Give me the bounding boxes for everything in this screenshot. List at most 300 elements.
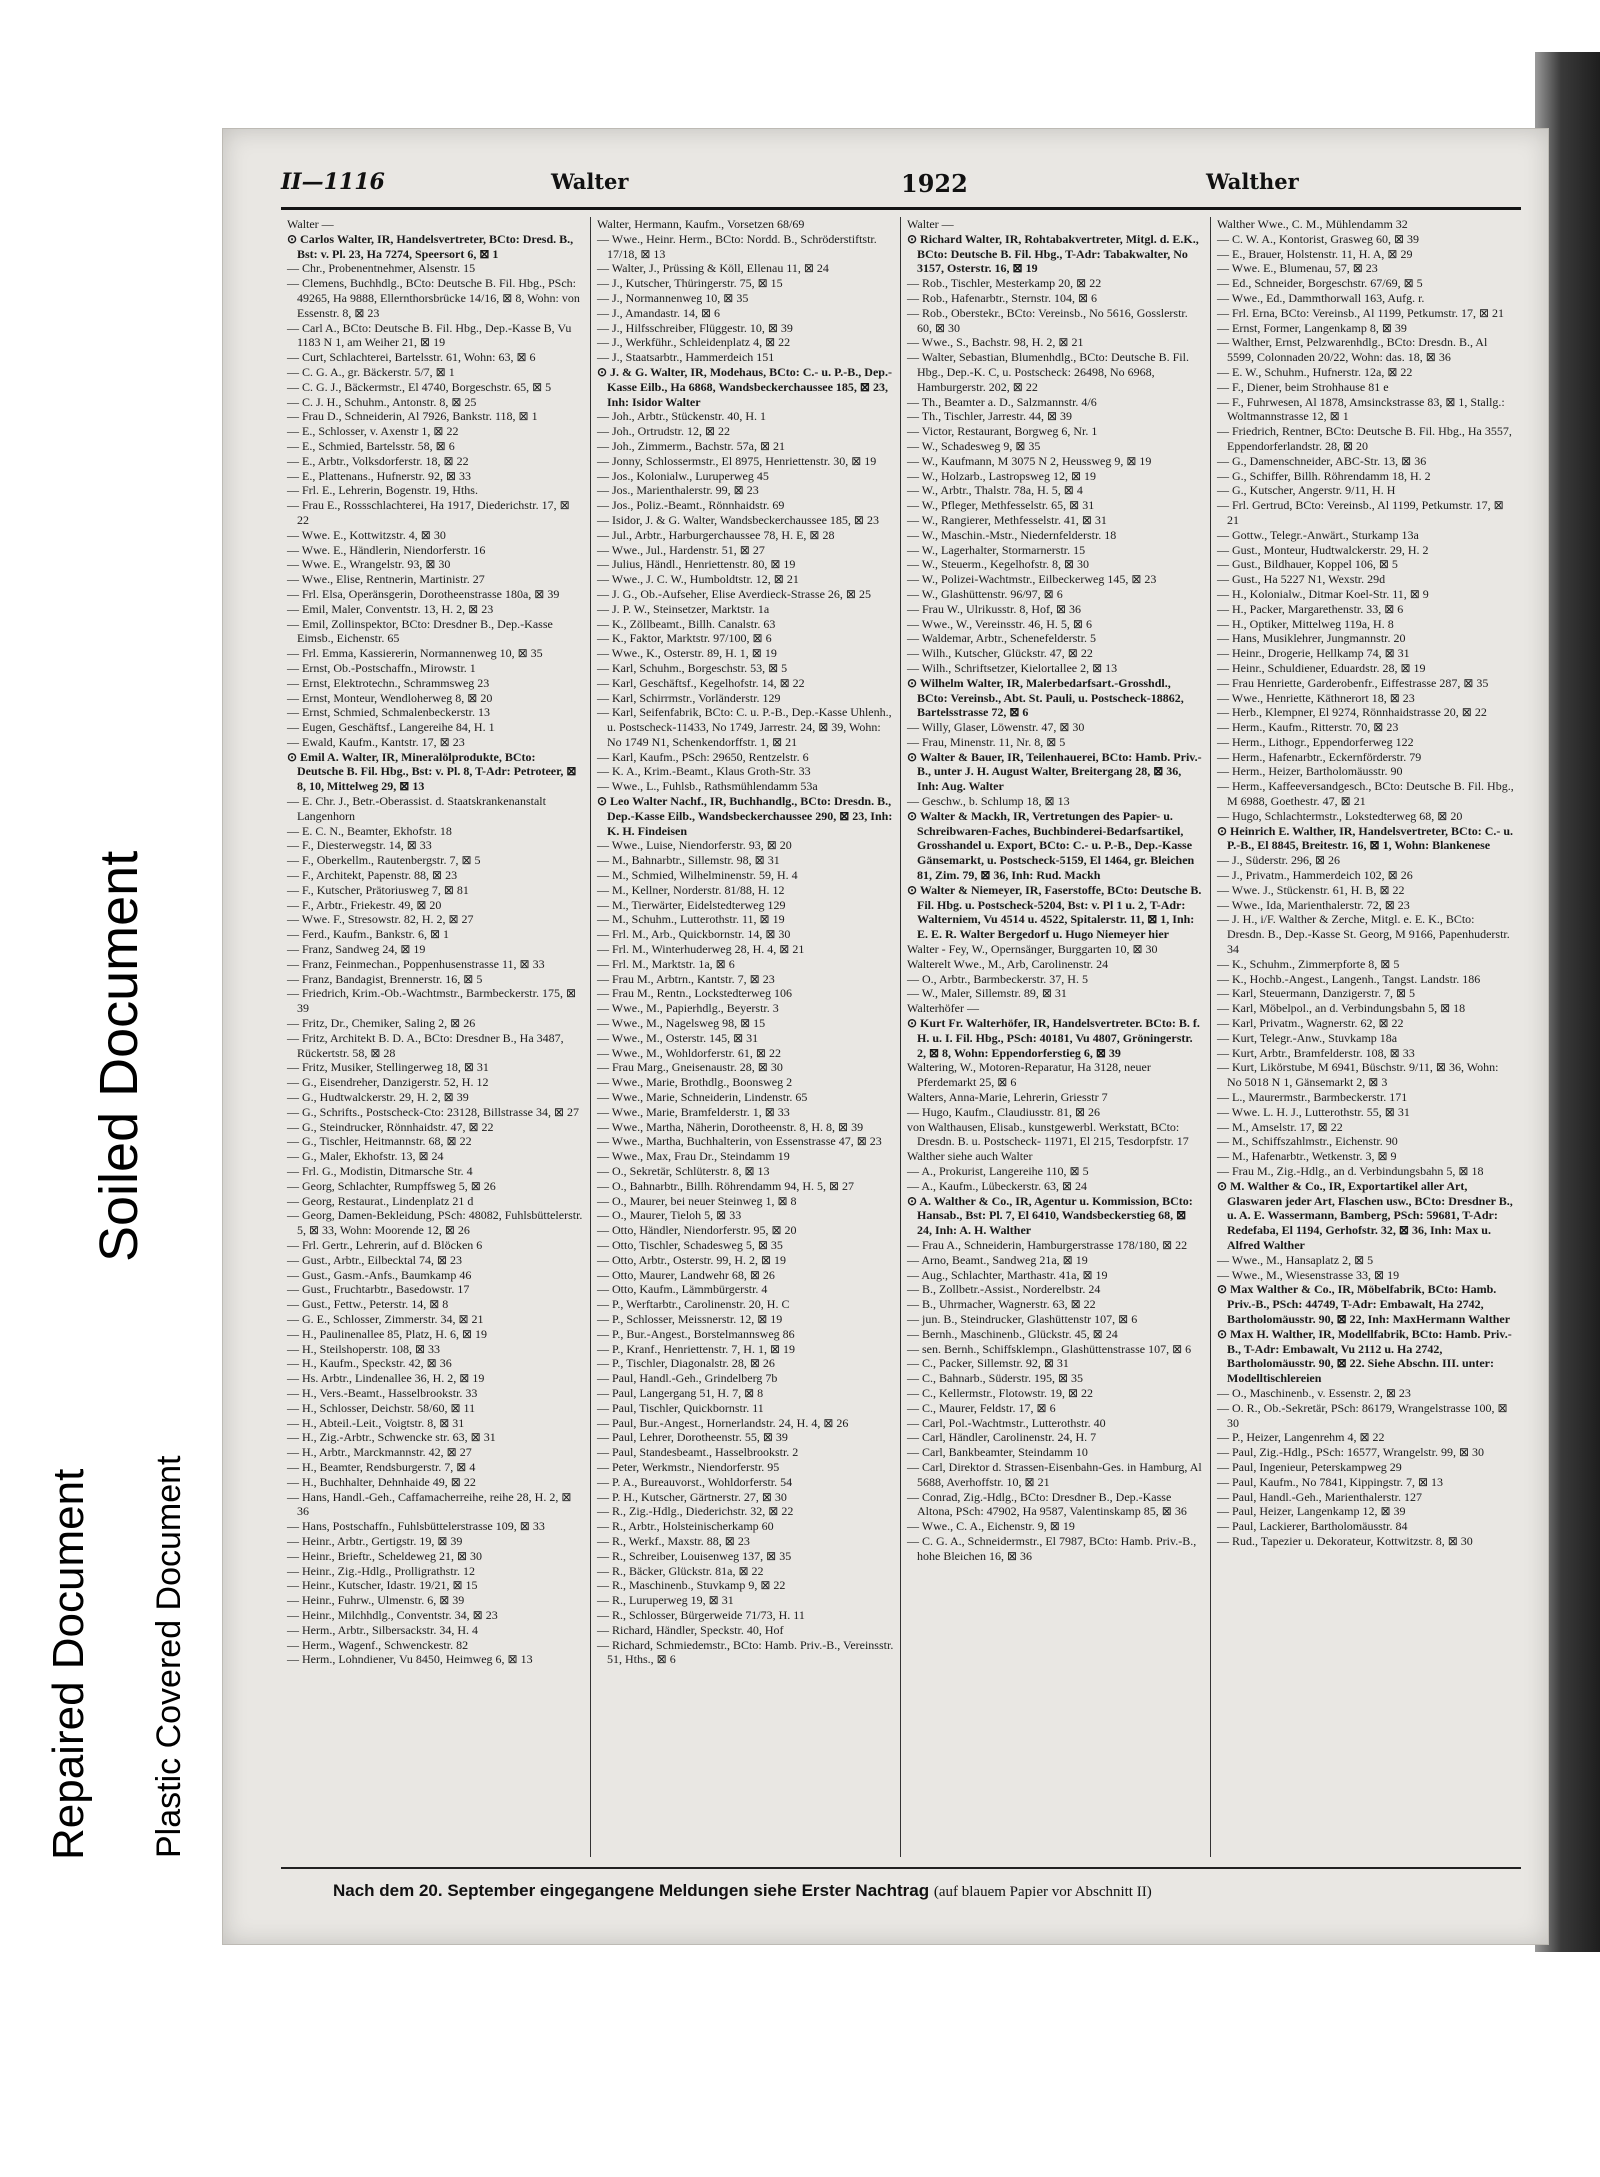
directory-entry: — Gust., Arbtr., Eilbecktal 74, ⊠ 23 <box>287 1252 463 1267</box>
directory-entry: — W., Schadesweg 9, ⊠ 35 <box>907 438 1041 453</box>
directory-entry: — Franz, Bandagist, Brennerstr. 16, ⊠ 5 <box>287 971 483 986</box>
directory-entry: — M., Schiffszahlmstr., Eichenstr. 90 <box>1217 1134 1398 1149</box>
directory-entry: — H., Schlosser, Deichstr. 58/60, ⊠ 11 <box>287 1400 476 1415</box>
directory-entry: — Paul, Handl.-Geh., Grindelberg 7b <box>597 1371 778 1386</box>
directory-entry: — Frau Henriette, Garderobenfr., Eiffestrasse 287, ⊠ 35 <box>1217 675 1489 690</box>
directory-entry: — W., Arbtr., Thalstr. 78a, H. 5, ⊠ 4 <box>907 483 1083 498</box>
directory-entry: — Herm., Kaffeeversandgesch., BCto: Deutsche B. Fil. Hbg., M 6988, Goethestr. 47, ⊠ 21 <box>1217 779 1514 809</box>
directory-entry: — Frl. Elsa, Operänsgerin, Dorotheenstrasse 180a, ⊠ 39 <box>287 586 560 601</box>
directory-entry: — Heinr., Schuldiener, Eduardstr. 28, ⊠ 19 <box>1217 660 1426 675</box>
directory-entry: — O. R., Ob.-Sekretär, PSch: 86179, Wrangelstrasse 100, ⊠ 30 <box>1217 1400 1508 1430</box>
directory-entry: — R., Werkf., Maxstr. 88, ⊠ 23 <box>597 1533 750 1548</box>
column-2 <box>591 217 901 1857</box>
directory-entry: — H., Zig.-Arbtr., Schwencke str. 63, ⊠ 31 <box>287 1430 496 1445</box>
directory-entry: Walther Wwe., C. M., Mühlendamm 32 <box>1217 217 1408 231</box>
directory-entry: — Heinr., Drogerie, Hellkamp 74, ⊠ 31 <box>1217 646 1410 661</box>
directory-entry: — Clemens, Buchhdlg., BCto: Deutsche B. Fil. Hbg., PSch: 49265, Ha 9888, Ellernthorsbrücke 14/16, ⊠ 8, Wohn: von Essenstr. 8, ⊠ 23 <box>287 276 580 320</box>
directory-entry: — Georg, Damen-Bekleidung, PSch: 48082, Fuhlsbüttelerstr. 5, ⊠ 33, Wohn: Moorende 12, ⊠ 26 <box>287 1208 583 1238</box>
directory-entry: — Ernst, Elektrotechn., Schrammsweg 23 <box>287 675 490 690</box>
directory-entry: — Herm., Lithogr., Eppendorferweg 122 <box>1217 734 1414 749</box>
directory-entry: — Rob., Hafenarbtr., Sternstr. 104, ⊠ 6 <box>907 290 1098 305</box>
directory-entry: — W., Polizei-Wachtmstr., Eilbeckerweg 145, ⊠ 23 <box>907 572 1157 587</box>
directory-entry: — Willy, Glaser, Löwenstr. 47, ⊠ 30 <box>907 720 1085 735</box>
column-1 <box>281 217 591 1857</box>
directory-entry: — Paul, Zig.-Hdlg., PSch: 16577, Wrangelstr. 99, ⊠ 30 <box>1217 1445 1485 1460</box>
directory-entry: — O., Maschinenb., v. Essenstr. 2, ⊠ 23 <box>1217 1385 1411 1400</box>
directory-entry: — Karl, Seifenfabrik, BCto: C. u. P.-B., Dep.-Kasse Uhlenh., u. Postscheck-11433, No 1749, Jarrestr. 24, ⊠ 39, Wohn: No 1749 N1, Schenkendorffstr. 1, ⊠ 21 <box>597 705 892 749</box>
directory-entry: — C., Kellermstr., Flotowstr. 19, ⊠ 22 <box>907 1385 1094 1400</box>
directory-entry: — R., Bäcker, Glückstr. 81a, ⊠ 22 <box>597 1563 764 1578</box>
directory-entry: — Hans, Handl.-Geh., Caffamacherreihe, reihe 28, H. 2, ⊠ 36 <box>287 1489 572 1519</box>
directory-entry: — Herm., Wagenf., Schwenckestr. 82 <box>287 1637 469 1652</box>
repaired-document-label: Repaired Document <box>44 1468 93 1860</box>
directory-entry: — Th., Beamter a. D., Salzmannstr. 4/6 <box>907 394 1097 409</box>
directory-entry: — C., Bahnarb., Süderstr. 195, ⊠ 35 <box>907 1371 1084 1386</box>
directory-entry: — Paul, Kaufm., No 7841, Kippingstr. 7, ⊠ 13 <box>1217 1474 1444 1489</box>
directory-entry: — Karl, Kaufm., PSch: 29650, Rentzelstr. 6 <box>597 749 809 764</box>
directory-entry: — Wwe. E., Wrangelstr. 93, ⊠ 30 <box>287 557 451 572</box>
directory-entry: — F., Kutscher, Prätoriusweg 7, ⊠ 81 <box>287 882 469 897</box>
directory-entry: — Heinr., Fuhrw., Ulmenstr. 6, ⊠ 39 <box>287 1593 465 1608</box>
directory-entry: — G., Hudtwalckerstr. 29, H. 2, ⊠ 39 <box>287 1090 469 1105</box>
directory-entry: ⊙ Walter & Mackh, IR, Vertretungen des Papier- u. Schreibwaren-Faches, Buchbinderei-Bedarfsartikel, Grosshandel u. Export, BCto: C.- u. P.-B., Dep.-Kasse Gänsemarkt, u. Postscheck-5159, El 1464, gr. Bleichen 81, Zim. 79, ⊠ 36, Inh: Rud. Mackh <box>907 808 1195 883</box>
directory-entry: — Gust., Fruchtarbtr., Basedowstr. 17 <box>287 1282 470 1297</box>
directory-entry: — Frl. M., Arb., Quickbornstr. 14, ⊠ 30 <box>597 927 791 942</box>
directory-entry: — W., Kaufmann, M 3075 N 2, Heussweg 9, ⊠ 19 <box>907 453 1152 468</box>
directory-entry: ⊙ Kurt Fr. Walterhöfer, IR, Handelsvertreter. BCto: B. f. H. u. I. Fil. Hbg., PSch: 40181, Vu 4807, Gröningerstr. 2, ⊠ 8, Wohn: Eppendorferstieg 6, ⊠ 39 <box>907 1016 1200 1060</box>
directory-entry: — Heinr., Zig.-Hdlg., Prolligrathstr. 12 <box>287 1563 475 1578</box>
directory-entry: Walterhöfer — <box>907 1001 979 1016</box>
directory-entry: — Carl, Pol.-Wachtmstr., Lutterothstr. 40 <box>907 1415 1106 1430</box>
directory-entry: — Carl, Direktor d. Strassen-Eisenbahn-Ges. in Hamburg, Al 5688, Averhoffstr. 10, ⊠ 21 <box>907 1459 1202 1489</box>
directory-entry: — Peter, Werkmstr., Niendorferstr. 95 <box>597 1459 780 1474</box>
directory-entry: — Ewald, Kaufm., Kantstr. 17, ⊠ 23 <box>287 734 465 749</box>
directory-entry: — Otto, Kaufm., Lämmbürgerstr. 4 <box>597 1282 768 1297</box>
directory-entry: — P., Werftarbtr., Carolinenstr. 20, H. C <box>597 1297 790 1312</box>
directory-entry: — Jos., Poliz.-Beamt., Rönnhaidstr. 69 <box>597 498 785 513</box>
directory-entry: — Karl, Schuhm., Borgeschstr. 53, ⊠ 5 <box>597 660 788 675</box>
directory-entry: — Ernst, Schmied, Schmalenbeckerstr. 13 <box>287 705 490 720</box>
directory-entry: — Ed., Schneider, Borgeschstr. 67/69, ⊠ 5 <box>1217 276 1423 291</box>
directory-entry: — Wwe. E., Blumenau, 57, ⊠ 23 <box>1217 261 1378 276</box>
directory-entry: — Gust., Fettw., Peterstr. 14, ⊠ 8 <box>287 1297 449 1312</box>
directory-entry: — Ferd., Kaufm., Bankstr. 6, ⊠ 1 <box>287 927 450 942</box>
directory-entry: — Wwe., Marie, Schneiderin, Lindenstr. 65 <box>597 1090 808 1105</box>
directory-entry: — Wwe., S., Bachstr. 98, H. 2, ⊠ 21 <box>907 335 1084 350</box>
directory-entry: — M., Kellner, Norderstr. 81/88, H. 12 <box>597 882 785 897</box>
directory-entry: — Heinr., Milchhdlg., Conventstr. 34, ⊠ 23 <box>287 1607 498 1622</box>
directory-entry: — Frau M., Arbtrn., Kantstr. 7, ⊠ 23 <box>597 971 775 986</box>
column-4 <box>1211 217 1521 1857</box>
page-header <box>281 165 1519 205</box>
directory-entry: — F., Diesterwegstr. 14, ⊠ 33 <box>287 838 432 853</box>
directory-entry: — G., Tischler, Heitmannstr. 68, ⊠ 22 <box>287 1134 472 1149</box>
directory-entry: Walter — <box>287 217 334 231</box>
directory-entry: — H., Optiker, Mittelweg 119a, H. 8 <box>1217 616 1394 631</box>
directory-entry: — Carl A., BCto: Deutsche B. Fil. Hbg., Dep.-Kasse B, Vu 1183 N 1, am Weiher 21, ⊠ 19 <box>287 320 572 350</box>
directory-entry: ⊙ J. & G. Walter, IR, Modehaus, BCto: C.- u. P.-B., Dep.-Kasse Eilb., Ha 6868, Wandsbeckerchaussee 185, ⊠ 23, Inh: Isidor Walter <box>597 364 892 409</box>
directory-entry: — Carl, Händler, Carolinenstr. 24, H. 7 <box>907 1430 1097 1445</box>
directory-entry: — Wwe. E., Kottwitzstr. 4, ⊠ 30 <box>287 527 446 542</box>
column-3 <box>901 217 1211 1857</box>
directory-entry: — K., Hochb.-Angest., Langenh., Tangst. Landstr. 186 <box>1217 971 1481 986</box>
directory-entry: — Frl. Gertr., Lehrerin, auf d. Blöcken 6 <box>287 1237 483 1252</box>
directory-entry: — P., Kranf., Henriettenstr. 7, H. 1, ⊠ 19 <box>597 1341 796 1356</box>
directory-entry: Waltering, W., Motoren-Reparatur, Ha 3128, neuer Pferdemarkt 25, ⊠ 6 <box>907 1060 1151 1090</box>
directory-entry: — Karl, Geschäftsf., Kegelhofstr. 14, ⊠ 22 <box>597 675 805 690</box>
directory-entry: — Herm., Kaufm., Ritterstr. 70, ⊠ 23 <box>1217 720 1399 735</box>
directory-entry: — Richard, Händler, Speckstr. 40, Hof <box>597 1622 784 1637</box>
directory-entry: — P., Bur.-Angest., Borstelmannsweg 86 <box>597 1326 795 1341</box>
directory-entry: — E., Schmied, Bartelsstr. 58, ⊠ 6 <box>287 438 455 453</box>
header-keyword-right: Walther <box>1206 169 1299 194</box>
directory-entry: — R., Schreiber, Louisenweg 137, ⊠ 35 <box>597 1548 792 1563</box>
directory-entry: — Joh., Ortrudstr. 12, ⊠ 22 <box>597 424 731 439</box>
directory-entry: — J., Amandastr. 14, ⊠ 6 <box>597 305 721 320</box>
directory-entry: — Gust., Bildhauer, Koppel 106, ⊠ 5 <box>1217 557 1398 572</box>
directory-entry: — O., Bahnarbtr., Billh. Röhrendamm 94, H. 5, ⊠ 27 <box>597 1178 855 1193</box>
directory-entry: — Rud., Tapezier u. Dekorateur, Kottwitzstr. 8, ⊠ 30 <box>1217 1533 1473 1548</box>
directory-entry: — Frl. M., Winterhuderweg 28, H. 4, ⊠ 21 <box>597 942 805 957</box>
directory-entry: — Ernst, Former, Langenkamp 8, ⊠ 39 <box>1217 320 1407 335</box>
directory-entry: — M., Tierwärter, Eidelstedterweg 129 <box>597 897 786 912</box>
directory-entry: — J., Staatsarbtr., Hammerdeich 151 <box>597 350 775 365</box>
directory-entry: — Aug., Schlachter, Marthastr. 41a, ⊠ 19 <box>907 1267 1108 1282</box>
directory-entry: — P., Tischler, Diagonalstr. 28, ⊠ 26 <box>597 1356 775 1371</box>
directory-entry: — M., Schuhm., Lutterothstr. 11, ⊠ 19 <box>597 912 785 927</box>
directory-entry: — Fritz, Musiker, Stellingerweg 18, ⊠ 31 <box>287 1060 489 1075</box>
directory-entry: — Walther, Ernst, Pelzwarenhdlg., BCto: Dresdn. B., Al 5599, Colonnaden 20/22, Wohn: das. 18, ⊠ 36 <box>1217 335 1488 365</box>
directory-entry: — Heinr., Arbtr., Gertigstr. 19, ⊠ 39 <box>287 1533 463 1548</box>
footer-parenthetical: (auf blauem Papier vor Abschnitt II) <box>933 1884 1152 1900</box>
directory-entry: — O., Sekretär, Schlüterstr. 8, ⊠ 13 <box>597 1164 770 1178</box>
directory-entry: — H., Paulinenallee 85, Platz, H. 6, ⊠ 19 <box>287 1326 488 1341</box>
directory-entry: — Carl, Bankbeamter, Steindamm 10 <box>907 1445 1088 1460</box>
directory-entry: — Wwe., Ida, Marienthalerstr. 72, ⊠ 23 <box>1217 897 1410 912</box>
directory-entry: — Jul., Arbtr., Harburgerchaussee 78, H. E, ⊠ 28 <box>597 527 835 542</box>
directory-entry: — J. G., Ob.-Aufseher, Elise Averdieck-Strasse 26, ⊠ 25 <box>597 586 871 601</box>
directory-entry: — B., Uhrmacher, Wagnerstr. 63, ⊠ 22 <box>907 1297 1096 1312</box>
directory-entry: — Otto, Händler, Niendorferstr. 95, ⊠ 20 <box>597 1223 797 1238</box>
directory-entry: ⊙ Walter & Niemeyer, IR, Faserstoffe, BCto: Deutsche B. Fil. Hbg. u. Postscheck-5204, Bst: v. Pl 1 u. 2, T-Adr: Walterniem, Vu 4514 u. 4522, Spitalerstr. 11, ⊠ 1, Inh: E. E. R. Walter Bergedorf u. Hugo Niemeyer hier <box>907 882 1202 942</box>
directory-entry: — Karl, Möbelpol., an d. Verbindungsbahn 5, ⊠ 18 <box>1217 1001 1466 1016</box>
directory-entry: — Emil, Maler, Conventstr. 13, H. 2, ⊠ 23 <box>287 601 494 616</box>
directory-entry: — Frl. Emma, Kassiererin, Normannenweg 10, ⊠ 35 <box>287 646 543 661</box>
header-year: 1922 <box>901 169 968 198</box>
directory-entry: — G. E., Schlosser, Zimmerstr. 34, ⊠ 21 <box>287 1311 484 1326</box>
directory-entry: — Walter, Sebastian, Blumenhdlg., BCto: Deutsche B. Fil. Hbg., Dep.-K. C, u. Postscheck: 26498, No 6968, Hamburgerstr. 202, ⊠ 22 <box>907 350 1189 394</box>
directory-entry: — Frau D., Schneiderin, Al 7926, Bankstr. 118, ⊠ 1 <box>287 409 538 424</box>
directory-entry: — O., Maurer, Tieloh 5, ⊠ 33 <box>597 1208 742 1223</box>
directory-entry: — Hugo, Schlachtermstr., Lokstedterweg 68, ⊠ 20 <box>1217 808 1463 823</box>
directory-entry: — H., Kolonialw., Ditmar Koel-Str. 11, ⊠ 9 <box>1217 586 1429 601</box>
directory-entry: — C. J. H., Schuhm., Antonstr. 8, ⊠ 25 <box>287 394 477 409</box>
directory-entry: — G., Steindrucker, Rönnhaidstr. 47, ⊠ 22 <box>287 1119 494 1134</box>
directory-entry: — K., Zöllbeamt., Billh. Canalstr. 63 <box>597 616 776 631</box>
directory-entry: — Arno, Beamt., Sandweg 21a, ⊠ 19 <box>907 1252 1088 1267</box>
directory-entry: — F., Arbtr., Friekestr. 49, ⊠ 20 <box>287 897 442 912</box>
directory-entry: — Frau, Minenstr. 11, Nr. 8, ⊠ 5 <box>907 734 1066 749</box>
directory-entry: — Th., Tischler, Jarrestr. 44, ⊠ 39 <box>907 409 1073 424</box>
directory-entry: — M., Amselstr. 17, ⊠ 22 <box>1217 1119 1343 1134</box>
directory-entry: — O., Maurer, bei neuer Steinweg 1, ⊠ 8 <box>597 1193 797 1208</box>
directory-entry: — R., Maschinenb., Stuvkamp 9, ⊠ 22 <box>597 1578 786 1593</box>
directory-entry: — Eugen, Geschäftsf., Langereihe 84, H. 1 <box>287 720 495 735</box>
directory-entry: — Paul, Ingenieur, Peterskampweg 29 <box>1217 1459 1402 1474</box>
directory-entry: — P., Heizer, Langenrehm 4, ⊠ 22 <box>1217 1430 1385 1445</box>
directory-entry: — J., Kutscher, Thüringerstr. 75, ⊠ 15 <box>597 276 783 291</box>
directory-entry: — K., Faktor, Marktstr. 97/100, ⊠ 6 <box>597 631 772 646</box>
directory-entry: — C. G. A., Schneidermstr., El 7987, BCto: Hamb. Priv.-B., hohe Bleichen 16, ⊠ 36 <box>907 1533 1197 1563</box>
directory-entry: — Richard, Schmiedemstr., BCto: Hamb. Priv.-B., Vereinsstr. 51, Hths., ⊠ 6 <box>597 1637 894 1667</box>
directory-entry: — Paul, Lackierer, Bartholomäusstr. 84 <box>1217 1519 1408 1534</box>
directory-page <box>222 128 1549 1945</box>
directory-entry: Walters, Anna-Marie, Lehrerin, Griesstr 7 <box>907 1090 1108 1105</box>
directory-entry: — E., Brauer, Holstenstr. 11, H. A, ⊠ 29 <box>1217 246 1413 261</box>
directory-entry: — Gust., Ha 5227 N1, Wexstr. 29d <box>1217 572 1386 587</box>
directory-entry: — Kurt, Telegr.-Anw., Stuvkamp 18a <box>1217 1030 1398 1045</box>
directory-entry: — Jos., Marienthalerstr. 99, ⊠ 23 <box>597 483 759 498</box>
directory-entry: — Hans, Postschaffn., Fuhlsbüttelerstrasse 109, ⊠ 33 <box>287 1519 545 1534</box>
directory-entry: — Wwe., Marie, Bramfelderstr. 1, ⊠ 33 <box>597 1104 790 1119</box>
directory-entry: — sen. Bernh., Schiffsklempn., Glashüttenstrasse 107, ⊠ 6 <box>907 1341 1192 1356</box>
directory-entry: — Georg, Schlachter, Rumpffsweg 5, ⊠ 26 <box>287 1178 496 1193</box>
directory-entry: — H., Kaufm., Speckstr. 42, ⊠ 36 <box>287 1356 452 1371</box>
directory-entry: ⊙ Walter & Bauer, IR, Teilenhauerei, BCto: Hamb. Priv.-B., unter J. H. August Walter, Breitergang 28, ⊠ 36, Inh: Aug. Walter <box>907 749 1202 794</box>
directory-entry: — Heinr., Kutscher, Idastr. 19/21, ⊠ 15 <box>287 1578 478 1593</box>
directory-entry: — Herm., Heizer, Bartholomäusstr. 90 <box>1217 764 1403 779</box>
directory-entry: ⊙ A. Walther & Co., IR, Agentur u. Kommission, BCto: Hansab., Bst: Pl. 7, El 6410, Wandsbeckerstieg 68, ⊠ 24, Inh: A. H. Walther <box>907 1193 1193 1238</box>
directory-entry: — R., Schlosser, Bürgerweide 71/73, H. 11 <box>597 1607 805 1622</box>
directory-entry: — Ernst, Monteur, Wendloherweg 8, ⊠ 20 <box>287 690 493 705</box>
directory-entry: — W., Pfleger, Methfesselstr. 65, ⊠ 31 <box>907 498 1095 513</box>
directory-entry: — F., Diener, beim Strohhause 81 e <box>1217 379 1389 394</box>
directory-entry: — Wilh., Kutscher, Glückstr. 47, ⊠ 22 <box>907 646 1093 661</box>
directory-entry: — M., Schmied, Wilhelminenstr. 59, H. 4 <box>597 868 798 883</box>
footer-note <box>333 1881 1152 1901</box>
directory-entry: — Wwe. F., Stresowstr. 82, H. 2, ⊠ 27 <box>287 912 474 927</box>
directory-entry: — J., Privatm., Hammerdeich 102, ⊠ 26 <box>1217 868 1413 883</box>
directory-entry: — Ernst, Ob.-Postschaffn., Mirowstr. 1 <box>287 660 476 675</box>
directory-entry: — Wwe., Jul., Hardenstr. 51, ⊠ 27 <box>597 542 765 557</box>
directory-entry: — E. Chr. J., Betr.-Oberassist. d. Staatskrankenanstalt Langenhorn <box>287 794 546 823</box>
directory-entry: ⊙ Carlos Walter, IR, Handelsvertreter, BCto: Dresd. B., Bst: v. Pl. 23, Ha 7274, Speersort 6, ⊠ 1 <box>287 231 574 261</box>
directory-entry: — P. H., Kutscher, Gärtnerstr. 27, ⊠ 30 <box>597 1489 787 1504</box>
directory-entry: — Frl. Erna, BCto: Vereinsb., Al 1199, Petkumstr. 17, ⊠ 21 <box>1217 305 1505 320</box>
directory-entry: — G., Eisendreher, Danzigerstr. 52, H. 12 <box>287 1075 489 1090</box>
directory-entry: — Frl. M., Marktstr. 1a, ⊠ 6 <box>597 956 735 971</box>
header-rule <box>281 207 1521 210</box>
directory-entry: — Gottw., Telegr.-Anwärt., Sturkamp 13a <box>1217 527 1419 542</box>
directory-entry: — Victor, Restaurant, Borgweg 6, Nr. 1 <box>907 424 1098 439</box>
directory-entry: — J., Werkführ., Schleidenplatz 4, ⊠ 22 <box>597 335 791 350</box>
directory-entry: — Herm., Lohndiener, Vu 8450, Heimweg 6, ⊠ 13 <box>287 1652 533 1667</box>
directory-entry: — Wwe., Marie, Brothdlg., Boonsweg 2 <box>597 1075 793 1090</box>
directory-entry: — Wwe. J., Stückenstr. 61, H. B, ⊠ 22 <box>1217 882 1405 897</box>
directory-entry: — Wwe., Max, Frau Dr., Steindamm 19 <box>597 1149 790 1164</box>
directory-entry: — Wwe., M., Hansaplatz 2, ⊠ 5 <box>1217 1252 1374 1267</box>
directory-entry: — Friedrich, Krim.-Ob.-Wachtmstr., Barmbeckerstr. 175, ⊠ 39 <box>287 986 577 1016</box>
directory-entry: — Isidor, J. & G. Walter, Wandsbeckerchaussee 185, ⊠ 23 <box>597 512 879 527</box>
directory-entry: — Frau M., Zig.-Hdlg., an d. Verbindungsbahn 5, ⊠ 18 <box>1217 1164 1484 1178</box>
directory-entry: — Georg, Restaurat., Lindenplatz 21 d <box>287 1193 474 1208</box>
directory-entry: — Wwe., M., Osterstr. 145, ⊠ 31 <box>597 1030 759 1045</box>
directory-entry: — Wwe., W., Vereinsstr. 46, H. 5, ⊠ 6 <box>907 616 1092 631</box>
directory-entry: von Walthausen, Elisab., kunstgewerbl. Werkstatt, BCto: Dresdn. B. u. Postscheck- 11971, El 215, Tesdorpfstr. 17 <box>907 1119 1189 1149</box>
directory-entry: ⊙ Max H. Walther, IR, Modellfabrik, BCto: Hamb. Priv.-B., T-Adr: Embawalt, Vu 2112 u. Ha 2742, Bartholomäusstr. 90, ⊠ 22. Siehe Abschn. III. unter: Modelltischlereien <box>1217 1326 1512 1386</box>
directory-entry: — Karl, Privatm., Wagnerstr. 62, ⊠ 22 <box>1217 1016 1404 1031</box>
directory-entry: Walter, Hermann, Kaufm., Vorsetzen 68/69 <box>597 217 805 231</box>
directory-entry: Walther siehe auch Walter <box>907 1149 1033 1164</box>
directory-entry: — Kurt, Likörstube, M 6941, Büschstr. 9/11, ⊠ 36, Wohn: No 5018 N 1, Gänsemarkt 2, ⊠ 3 <box>1217 1060 1499 1090</box>
directory-entry: — Frl. E., Lehrerin, Bogenstr. 19, Hths. <box>287 483 478 498</box>
directory-entry: — Paul, Lehrer, Dorotheenstr. 55, ⊠ 39 <box>597 1430 788 1445</box>
directory-entry: — Hs. Arbtr., Lindenallee 36, H. 2, ⊠ 19 <box>287 1371 485 1386</box>
soiled-document-label: Soiled Document <box>89 850 149 1262</box>
page-number: II—1116 <box>281 169 385 195</box>
directory-entry: — Wwe., M., Wiesenstrasse 33, ⊠ 19 <box>1217 1267 1400 1282</box>
directory-entry: — Wwe., M., Papierhdlg., Beyerstr. 3 <box>597 1001 779 1016</box>
directory-entry: — P. A., Bureauvorst., Wohldorferstr. 54 <box>597 1474 793 1489</box>
directory-entry: — G., Schrifts., Postscheck-Cto: 23128, Billstrasse 34, ⊠ 27 <box>287 1104 580 1119</box>
directory-entry: — Franz, Feinmechan., Poppenhusenstrasse 11, ⊠ 33 <box>287 956 545 971</box>
directory-entry: — Fritz, Dr., Chemiker, Saling 2, ⊠ 26 <box>287 1016 476 1031</box>
directory-entry: — Wwe. E., Händlerin, Niendorferstr. 16 <box>287 542 486 557</box>
directory-entry: — Gust., Monteur, Hudtwalckerstr. 29, H. 2 <box>1217 542 1429 557</box>
directory-entry: — Wilh., Schriftsetzer, Kielortallee 2, ⊠ 13 <box>907 660 1118 675</box>
directory-entry: — Herm., Arbtr., Silbersackstr. 34, H. 4 <box>287 1622 478 1637</box>
directory-entry: — H., Abteil.-Leit., Voigtstr. 8, ⊠ 31 <box>287 1415 465 1430</box>
directory-entry: — J., Süderstr. 296, ⊠ 26 <box>1217 853 1341 868</box>
directory-entry: — Heinr., Brieftr., Scheldeweg 21, ⊠ 30 <box>287 1548 483 1563</box>
directory-entry: ⊙ Heinrich E. Walther, IR, Handelsvertreter, BCto: C.- u. P.-B., El 8845, Breitestr. 16, ⊠ 1, Wohn: Blankenese <box>1217 823 1514 853</box>
directory-entry: — F., Fuhrwesen, Al 1878, Amsinckstrasse 83, ⊠ 1, Stallg.: Woltmannstrasse 12, ⊠ 1 <box>1217 394 1505 424</box>
directory-entry: — G., Maler, Ekhofstr. 13, ⊠ 24 <box>287 1149 444 1164</box>
directory-entry: — Bernh., Maschinenb., Glückstr. 45, ⊠ 24 <box>907 1326 1118 1341</box>
directory-entry: — Walter, J., Prüssing & Köll, Ellenau 11, ⊠ 24 <box>597 261 829 276</box>
directory-entry: — R., Zig.-Hdlg., Diederichstr. 32, ⊠ 22 <box>597 1504 794 1519</box>
directory-entry: — L., Maurermstr., Barmbeckerstr. 171 <box>1217 1090 1408 1105</box>
directory-entry: — Joh., Zimmerm., Bachstr. 57a, ⊠ 21 <box>597 438 786 453</box>
directory-entry: — Frau Marg., Gneisenaustr. 28, ⊠ 30 <box>597 1060 783 1075</box>
directory-entry: — H., Arbtr., Marckmannstr. 42, ⊠ 27 <box>287 1445 472 1460</box>
directory-entry: ⊙ Emil A. Walter, IR, Mineralölprodukte, BCto: Deutsche B. Fil. Hbg., Bst: v. Pl. 8, T-Adr: Petroteer, ⊠ 8, 10, Mittelweg 29, ⊠ 13 <box>287 749 577 794</box>
directory-entry: — Paul, Handl.-Geh., Marienthalerstr. 127 <box>1217 1489 1422 1504</box>
directory-entry: — Otto, Tischler, Schadesweg 5, ⊠ 35 <box>597 1237 783 1252</box>
directory-entry: — Wwe., L., Fuhlsb., Rathsmühlendamm 53a <box>597 779 818 794</box>
directory-entry: — K., Schuhm., Zimmerpforte 8, ⊠ 5 <box>1217 956 1400 971</box>
directory-entry: — Frau M., Rentn., Lockstedterweg 106 <box>597 986 792 1001</box>
directory-entry: — Wwe., M., Wohldorferstr. 61, ⊠ 22 <box>597 1045 781 1060</box>
directory-entry: — W., Holzarb., Lastropsweg 12, ⊠ 19 <box>907 468 1097 483</box>
footer-main-text: Nach dem 20. September eingegangene Meldungen siehe Erster Nachtrag <box>333 1881 930 1900</box>
directory-entry: — E., Arbtr., Volksdorferstr. 18, ⊠ 22 <box>287 453 469 468</box>
directory-entry: ⊙ Leo Walter Nachf., IR, Buchhandlg., BCto: Dresdn. B., Dep.-Kasse Eilb., Wandsbeckerchaussee 290, ⊠ 23, Inh: K. H. Findeisen <box>597 794 893 838</box>
directory-entry: — Karl, Schirrmstr., Vorländerstr. 129 <box>597 690 781 705</box>
directory-entry: — Wwe., Elise, Rentnerin, Martinistr. 27 <box>287 572 485 587</box>
directory-entry: Walter — <box>907 217 954 231</box>
directory-entry: — F., Oberkellm., Rautenbergstr. 7, ⊠ 5 <box>287 853 481 868</box>
directory-entry: — Frl. G., Modistin, Ditmarsche Str. 4 <box>287 1164 473 1178</box>
directory-entry: — E., Plattenans., Hufnerstr. 92, ⊠ 33 <box>287 468 472 483</box>
directory-entry: — J. H., i/F. Walther & Zerche, Mitgl. e. E. K., BCto: Dresdn. B., Dep.-Kasse St. Georg, M 9166, Papenhuderstr. 34 <box>1217 912 1510 957</box>
directory-entry: — Wwe., Heinr. Herm., BCto: Nordd. B., Schröderstiftstr. 17/18, ⊠ 13 <box>597 231 877 261</box>
directory-entry: — Paul, Tischler, Quickbornstr. 11 <box>597 1400 764 1415</box>
directory-entry: — H., Vers.-Beamt., Hasselbrookstr. 33 <box>287 1385 478 1400</box>
directory-entry: — C. G. A., gr. Bäckerstr. 5/7, ⊠ 1 <box>287 364 455 379</box>
directory-entry: ⊙ Max Walther & Co., IR, Möbelfabrik, BCto: Hamb. Priv.-B., PSch: 44749, T-Adr: Embawalt, Ha 2742, Bartholomäusstr. 90, ⊠ 22, Inh: MaxHermann Walther <box>1217 1282 1511 1326</box>
directory-entry: — Friedrich, Rentner, BCto: Deutsche B. Fil. Hbg., Ha 3557, Eppendorferlandstr. 28, ⊠ 20 <box>1217 424 1512 453</box>
directory-entry: — Geschw., b. Schlump 18, ⊠ 13 <box>907 794 1070 809</box>
directory-entry: — C., Maurer, Feldstr. 17, ⊠ 6 <box>907 1400 1056 1415</box>
directory-entry: — Wwe., Luise, Niendorferstr. 93, ⊠ 20 <box>597 838 792 853</box>
directory-entry: — F., Architekt, Papenstr. 88, ⊠ 23 <box>287 868 458 883</box>
directory-entry: — R., Arbtr., Holsteinischerkamp 60 <box>597 1519 774 1534</box>
directory-entry: Walter - Fey, W., Opernsänger, Burggarten 10, ⊠ 30 <box>907 942 1158 957</box>
directory-entry: — J., Normannenweg 10, ⊠ 35 <box>597 290 749 305</box>
directory-entry: — jun. B., Steindrucker, Glashüttenstr 107, ⊠ 6 <box>907 1311 1138 1326</box>
directory-entry: — Julius, Händl., Henriettenstr. 80, ⊠ 19 <box>597 557 796 572</box>
directory-entry: — Frau E., Rossschlachterei, Ha 1917, Diederichstr. 17, ⊠ 22 <box>287 498 570 527</box>
directory-entry: — W., Lagerhalter, Stormarnerstr. 15 <box>907 542 1086 557</box>
directory-entry: — M., Hafenarbtr., Wetkenstr. 3, ⊠ 9 <box>1217 1149 1397 1164</box>
directory-entry: — Paul, Langergang 51, H. 7, ⊠ 8 <box>597 1385 764 1400</box>
directory-entry: — W., Maschin.-Mstr., Niedernfelderstr. 18 <box>907 527 1117 542</box>
directory-entry: — Conrad, Zig.-Hdlg., BCto: Dresdner B., Dep.-Kasse Altona, PSch: 47902, Ha 9587, Valentinskamp 85, ⊠ 36 <box>907 1489 1187 1519</box>
directory-entry: — Hans, Musiklehrer, Jungmannstr. 20 <box>1217 631 1406 646</box>
directory-entry: — E. C. N., Beamter, Ekhofstr. 18 <box>287 823 452 838</box>
directory-entry: — Hugo, Kaufm., Claudiusstr. 81, ⊠ 26 <box>907 1104 1101 1119</box>
directory-entry: — H., Steilshoperstr. 108, ⊠ 33 <box>287 1341 441 1356</box>
directory-entry: — G., Schiffer, Billh. Röhrendamm 18, H. 2 <box>1217 468 1431 483</box>
directory-entry: — J. P. W., Steinsetzer, Marktstr. 1a <box>597 601 770 616</box>
directory-entry: — Otto, Arbtr., Osterstr. 99, H. 2, ⊠ 19 <box>597 1252 787 1267</box>
directory-entry: — E., Schlosser, v. Axenstr 1, ⊠ 22 <box>287 424 459 439</box>
directory-entry: — Wwe., Martha, Buchhalterin, von Essenstrasse 47, ⊠ 23 <box>597 1134 882 1149</box>
directory-entry: — A., Kaufm., Lübeckerstr. 63, ⊠ 24 <box>907 1178 1088 1193</box>
directory-entry: — P., Schlosser, Meissnerstr. 12, ⊠ 19 <box>597 1311 783 1326</box>
directory-entry: — W., Glashüttenstr. 96/97, ⊠ 6 <box>907 586 1063 601</box>
directory-entry: — J., Hilfsschreiber, Flüggestr. 10, ⊠ 39 <box>597 320 793 335</box>
plastic-covered-label: Plastic Covered Document <box>150 1455 188 1858</box>
directory-entry: — Paul, Standesbeamt., Hasselbrookstr. 2 <box>597 1445 799 1460</box>
directory-entry: — Curt, Schlachterei, Bartelsstr. 61, Wohn: 63, ⊠ 6 <box>287 350 536 365</box>
directory-entry: — Karl, Steuermann, Danzigerstr. 7, ⊠ 5 <box>1217 986 1416 1001</box>
directory-entry: — H., Beamter, Rendsburgerstr. 7, ⊠ 4 <box>287 1459 476 1474</box>
directory-entry: — Paul, Bur.-Angest., Hornerlandstr. 24, H. 4, ⊠ 26 <box>597 1415 849 1430</box>
directory-entry: — H., Packer, Margarethenstr. 33, ⊠ 6 <box>1217 601 1404 616</box>
directory-entry: — Wwe., K., Osterstr. 89, H. 1, ⊠ 19 <box>597 646 777 661</box>
directory-entry: — W., Steuerm., Kegelhofstr. 8, ⊠ 30 <box>907 557 1090 572</box>
directory-entry: — M., Bahnarbtr., Sillemstr. 98, ⊠ 31 <box>597 853 780 868</box>
directory-entry: — Paul, Heizer, Langenkamp 12, ⊠ 39 <box>1217 1504 1406 1519</box>
directory-entry: ⊙ Wilhelm Walter, IR, Malerbedarfsart.-Grosshdl., BCto: Vereinsb., Abt. St. Pauli, u. Postscheck-18862, Bartelsstrasse 72, ⊠ 6 <box>907 675 1184 720</box>
header-keyword-left: Walter <box>551 169 629 194</box>
directory-entry: ⊙ M. Walther & Co., IR, Exportartikel aller Art, Glaswaren jeder Art, Flaschen usw., BCto: Dresdner B., u. A. E. Wassermann, Bamberg, PSch: 59681, T-Adr: Redefaba, El 1194, Gerhofstr. 32, ⊠ 36, Inh: Max u. Alfred Walther <box>1217 1178 1513 1252</box>
directory-entry: — Kurt, Arbtr., Bramfelderstr. 108, ⊠ 33 <box>1217 1045 1415 1060</box>
directory-entry: — Wwe. L. H. J., Lutterothstr. 55, ⊠ 31 <box>1217 1104 1410 1119</box>
directory-entry: — H., Buchhalter, Dehnhaide 49, ⊠ 22 <box>287 1474 476 1489</box>
directory-entry: — K. A., Krim.-Beamt., Klaus Groth-Str. 33 <box>597 764 811 779</box>
directory-entry: — Herb., Klempner, El 9274, Rönnhaidstrasse 20, ⊠ 22 <box>1217 705 1487 720</box>
directory-entry: — G., Damenschneider, ABC-Str. 13, ⊠ 36 <box>1217 453 1427 468</box>
directory-entry: — Wwe., Henriette, Käthnerort 18, ⊠ 23 <box>1217 690 1415 705</box>
directory-entry: — Wwe., M., Nagelsweg 98, ⊠ 15 <box>597 1016 766 1031</box>
directory-entry: — Wwe., J. C. W., Humboldtstr. 12, ⊠ 21 <box>597 572 799 587</box>
directory-entry: — G., Kutscher, Angerstr. 9/11, H. H <box>1217 483 1396 498</box>
directory-entry: — R., Luruperweg 19, ⊠ 31 <box>597 1593 734 1608</box>
directory-entry: — Herm., Hafenarbtr., Eckernförderstr. 79 <box>1217 749 1422 764</box>
